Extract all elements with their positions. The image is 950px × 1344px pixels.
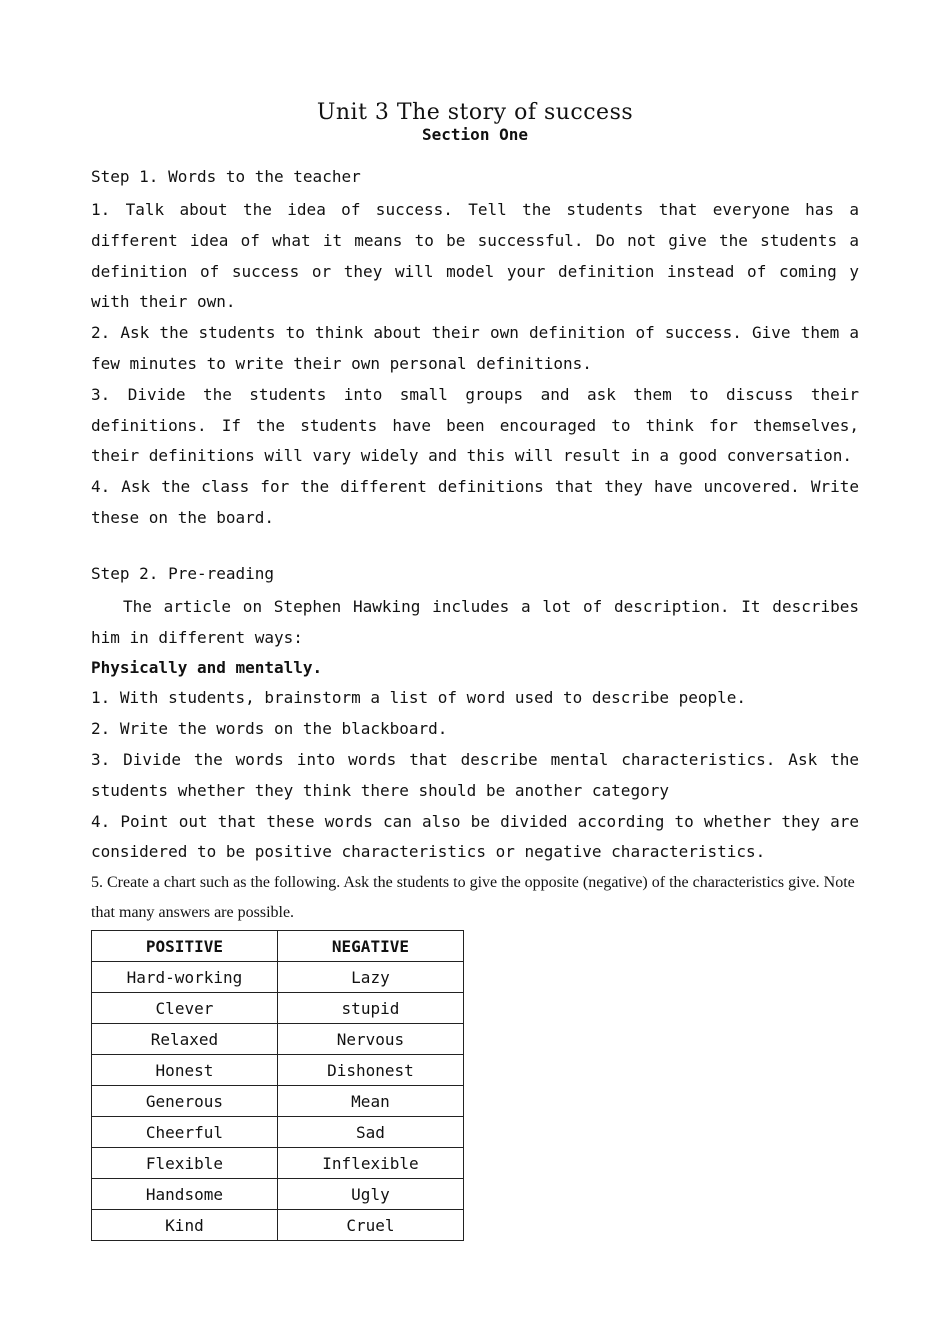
document-title: Unit 3 The story of success <box>316 100 634 125</box>
positive-cell: Hard-working <box>92 962 278 993</box>
table-row <box>92 993 464 1024</box>
positive-cell: Honest <box>92 1055 278 1086</box>
positive-cell: Flexible <box>92 1148 278 1179</box>
step2-item-2: 2. Write the words on the blackboard. <box>91 719 448 739</box>
step1-item-3: 3. Divide the students into small groups and ask them to discuss their definitions. If the students have been encouraged to think for themselves, their definitions will vary widely and this will result in a good conversation. <box>91 384 859 466</box>
table-row <box>92 1148 464 1179</box>
step2-item-3: 3. Divide the words into words that describe mental characteristics. Ask the students whether they think there should be another category <box>91 749 859 800</box>
negative-cell: Nervous <box>277 1024 463 1055</box>
table-row <box>92 1086 464 1117</box>
negative-cell: Inflexible <box>277 1148 463 1179</box>
step2-item-4: 4. Point out that these words can also be divided according to whether they are considered to be positive characteristics or negative characteristics. <box>91 811 859 862</box>
table-row <box>92 962 464 993</box>
step2-intro: The article on Stephen Hawking includes a lot of description. It describes him in different ways: <box>91 596 859 647</box>
positive-cell: Clever <box>92 993 278 1024</box>
step2-heading: Step 2. Pre-reading <box>91 563 275 583</box>
header-positive: POSITIVE <box>92 931 278 962</box>
negative-cell: Lazy <box>277 962 463 993</box>
header-negative: NEGATIVE <box>277 931 463 962</box>
step1-heading: Step 1. Words to the teacher <box>91 167 361 186</box>
table-row <box>92 1179 464 1210</box>
negative-cell: stupid <box>277 993 463 1024</box>
step1-item-2: 2. Ask the students to think about their own definition of success. Give them a few minutes to write their own personal definitions. <box>91 323 859 373</box>
negative-cell: Ugly <box>277 1179 463 1210</box>
table-row <box>92 1055 464 1086</box>
step2-item-1: 1. With students, brainstorm a list of word used to describe people. <box>91 688 747 708</box>
table-row <box>92 1210 464 1241</box>
step1-item-1: 1. Talk about the idea of success. Tell the students that everyone has a different idea of what it means to be successful. Do not give the students a definition of success or they will model your definition instead of coming y with their own. <box>91 200 859 312</box>
characteristics-table <box>91 930 464 1241</box>
positive-cell: Generous <box>92 1086 278 1117</box>
positive-cell: Relaxed <box>92 1024 278 1055</box>
section-title: Section One <box>422 125 528 144</box>
step2-subheading: Physically and mentally. <box>91 658 323 678</box>
negative-cell: Mean <box>277 1086 463 1117</box>
positive-cell: Handsome <box>92 1179 278 1210</box>
table-row <box>92 1024 464 1055</box>
table-row <box>92 1117 464 1148</box>
positive-cell: Kind <box>92 1210 278 1241</box>
document-page <box>91 96 859 1241</box>
negative-cell: Dishonest <box>277 1055 463 1086</box>
step2-chart-note: 5. Create a chart such as the following. Ask the students to give the opposite (negative) of the characteristics give. Note that many answers are possible. <box>91 874 855 922</box>
negative-cell: Sad <box>277 1117 463 1148</box>
positive-cell: Cheerful <box>92 1117 278 1148</box>
table-header-row <box>92 931 464 962</box>
negative-cell: Cruel <box>277 1210 463 1241</box>
step1-item-4: 4. Ask the class for the different definitions that they have uncovered. Write these on the board. <box>91 477 859 527</box>
